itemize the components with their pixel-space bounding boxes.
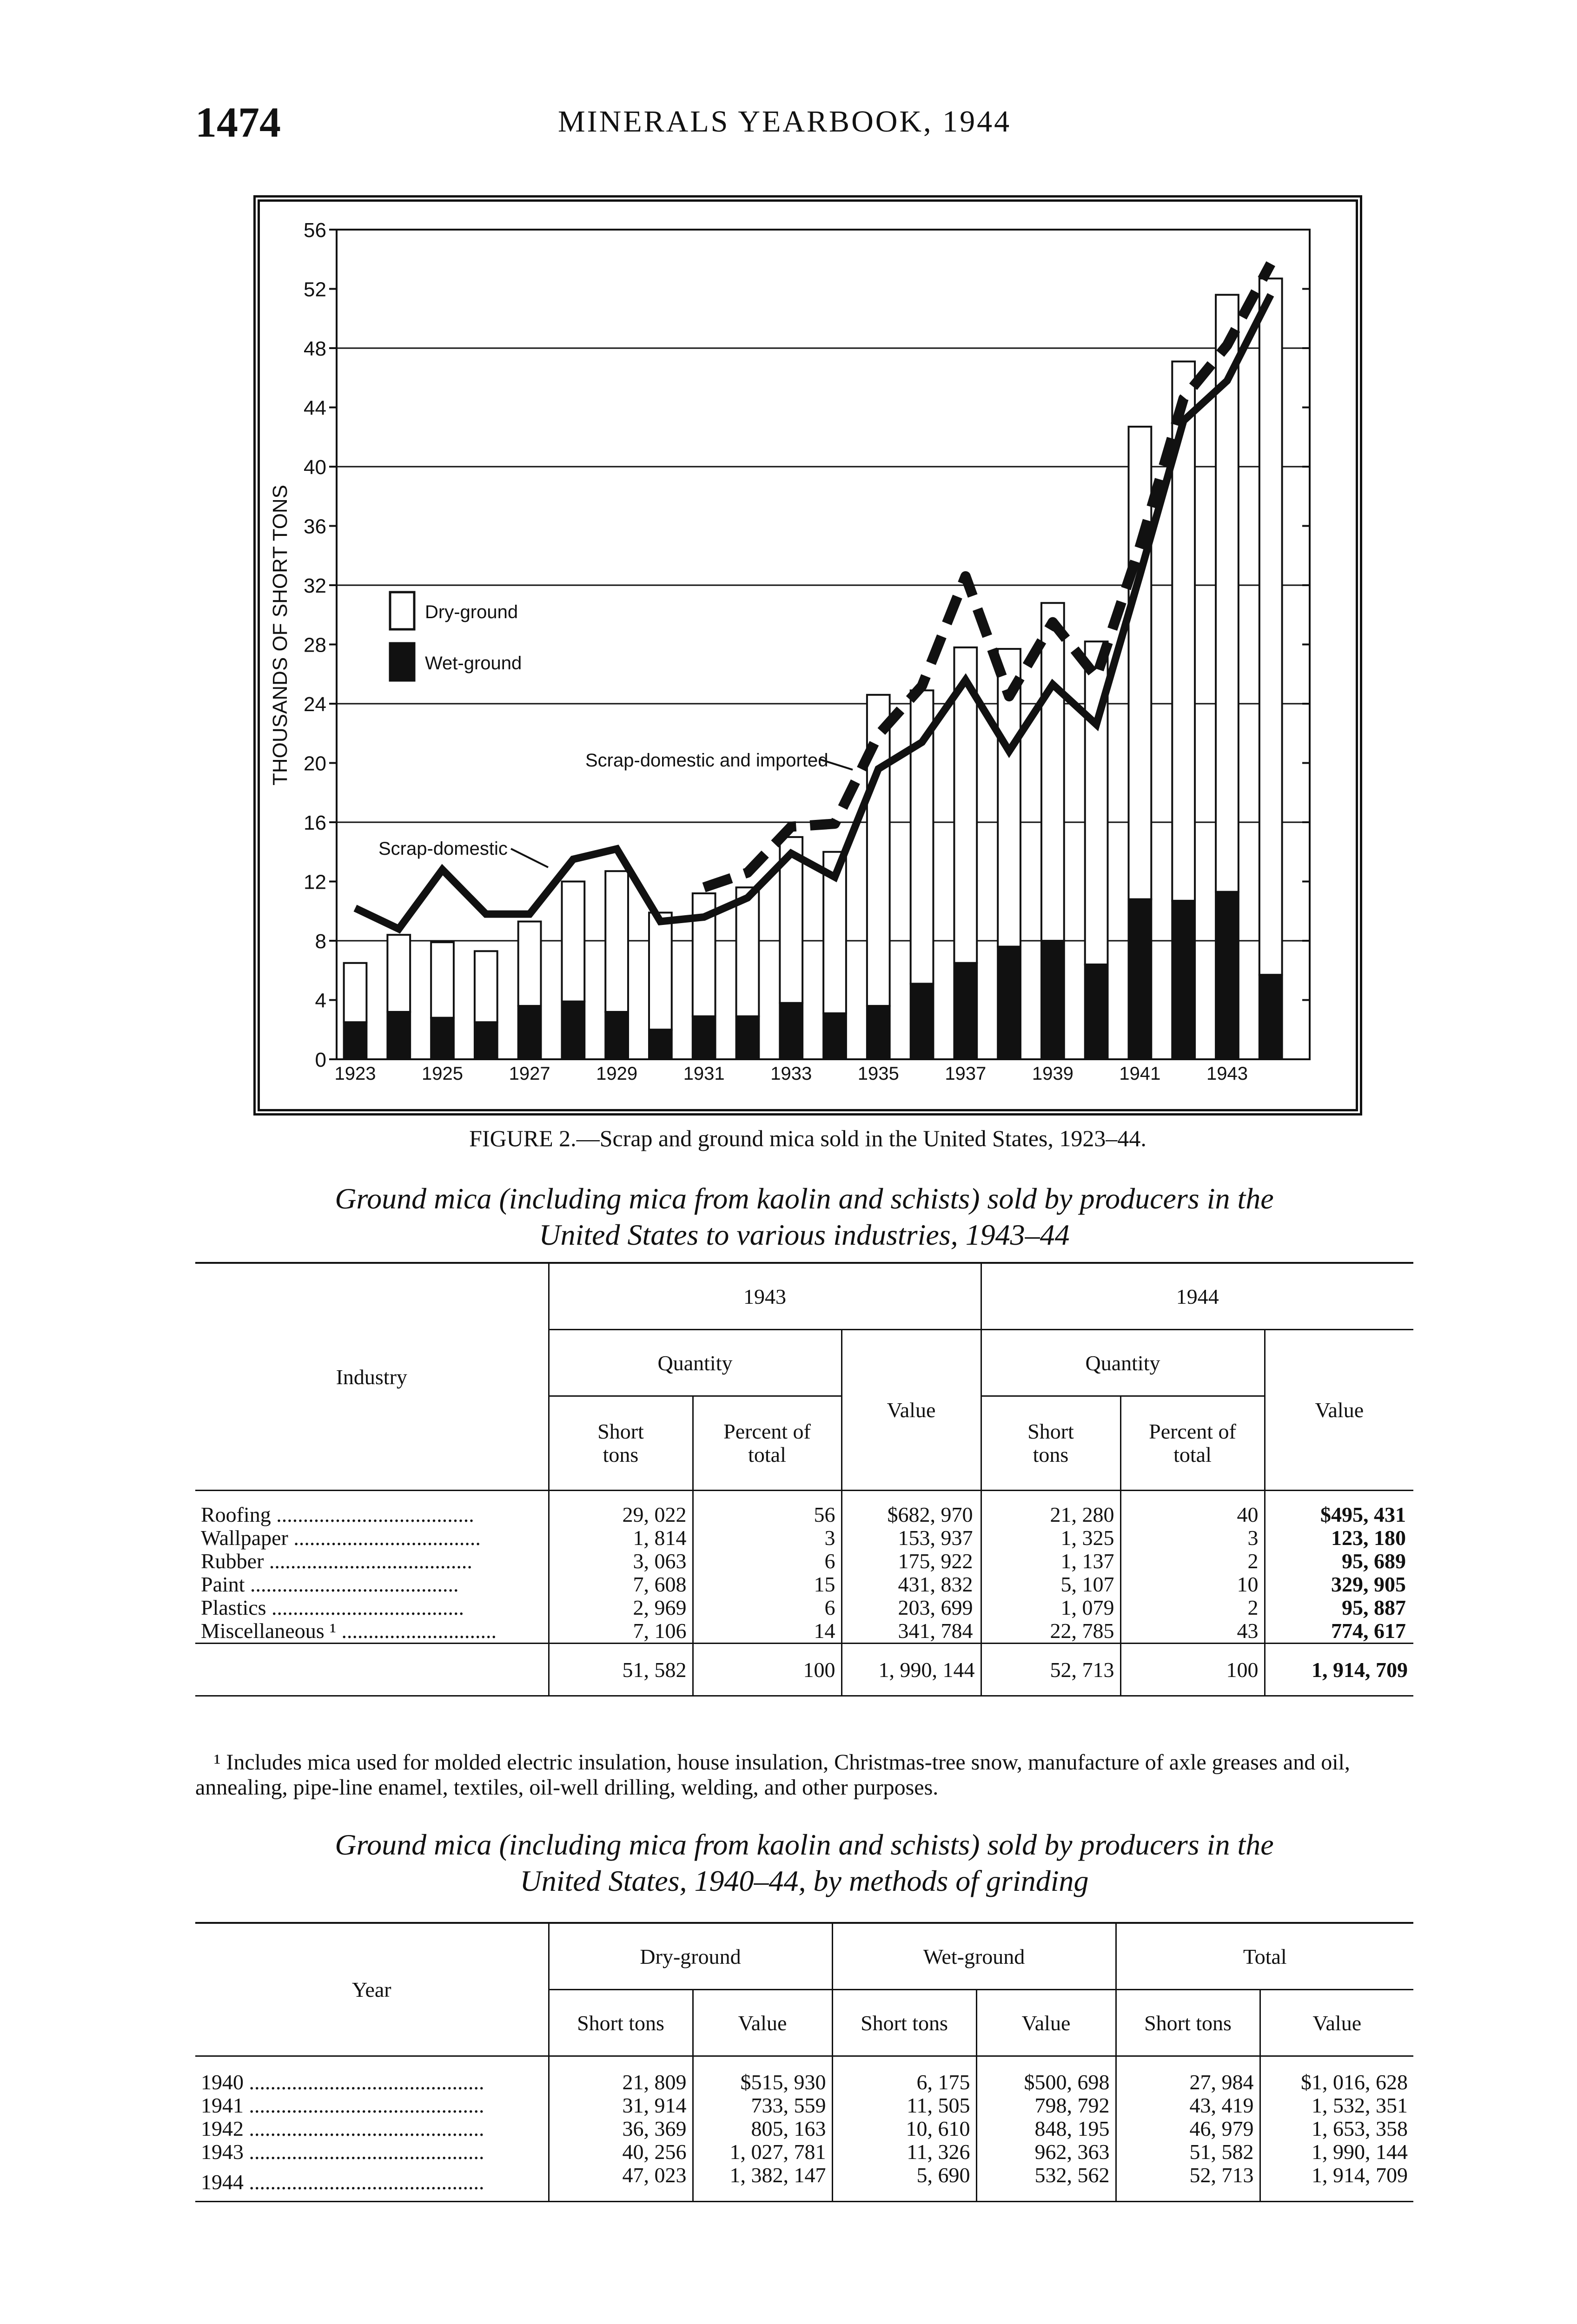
annotation-scrap-domestic-and-imported: Scrap-domestic and imported (585, 750, 828, 771)
y-tick-label: 36 (304, 515, 326, 538)
short-tons-1944: 1, 079 (981, 1596, 1120, 1619)
x-tick-label: 1939 (1032, 1063, 1073, 1084)
value-1944: 95, 689 (1265, 1550, 1413, 1573)
bar-dry-ground (518, 922, 541, 1006)
col-header-1944: 1944 (981, 1263, 1413, 1330)
table-row (195, 2117, 1413, 2140)
wet-value: 798, 792 (976, 2094, 1116, 2117)
total-value: 1, 990, 144 (1260, 2140, 1413, 2164)
total-short-tons-1943: 51, 582 (549, 1644, 693, 1696)
row-label: Miscellaneous ¹ ............................. (201, 1619, 497, 1643)
bar-dry-ground (562, 882, 584, 1002)
row-label: 1942 ............................................ (201, 2117, 484, 2140)
bar-dry-ground (1041, 603, 1064, 941)
table-row (195, 1596, 1413, 1619)
col-header-value-1944: Value (1265, 1330, 1413, 1491)
row-label: 1944 ............................................ (201, 2170, 484, 2194)
total-value: 1, 532, 351 (1260, 2094, 1413, 2117)
col-header-dry-ground: Dry-ground (549, 1923, 832, 1990)
bar-dry-ground (387, 935, 410, 1012)
total-value: 1, 653, 358 (1260, 2117, 1413, 2140)
value-1943: 203, 699 (842, 1596, 981, 1619)
y-tick-label: 16 (304, 812, 326, 834)
bar-wet-ground (1129, 899, 1152, 1059)
percent-1944: 43 (1120, 1619, 1265, 1644)
bar-dry-ground (475, 951, 497, 1022)
mica-chart (260, 202, 1356, 1109)
y-tick-label: 40 (304, 456, 326, 479)
x-tick-label: 1925 (422, 1063, 464, 1084)
col-header-total: Total (1116, 1923, 1413, 1990)
col-header-1943: 1943 (549, 1263, 981, 1330)
y-tick-label: 20 (304, 752, 326, 775)
short-tons-1944: 1, 325 (981, 1526, 1120, 1550)
short-tons-1944: 21, 280 (981, 1491, 1120, 1527)
x-tick-label: 1935 (857, 1063, 899, 1084)
bar-wet-ground (998, 947, 1020, 1059)
value-1943: 341, 784 (842, 1619, 981, 1644)
percent-1944: 2 (1120, 1596, 1265, 1619)
row-label: Wallpaper ................................... (201, 1526, 481, 1550)
col-header-total-value: Value (1260, 1990, 1413, 2056)
bar-wet-ground (1041, 941, 1064, 1059)
legend-label-wet-ground: Wet-ground (425, 653, 522, 673)
col-header-dry-short-tons: Short tons (549, 1990, 693, 2056)
figure-caption-label: FIGURE 2. (469, 1125, 576, 1151)
bar-wet-ground (518, 1006, 541, 1059)
y-tick-label: 48 (304, 337, 326, 360)
table-row (195, 2094, 1413, 2117)
y-tick-label: 56 (304, 219, 326, 242)
x-tick-label: 1931 (683, 1063, 725, 1084)
x-tick-label: 1937 (945, 1063, 987, 1084)
bar-dry-ground (431, 942, 454, 1018)
y-tick-label: 44 (304, 396, 326, 420)
short-tons-1944: 5, 107 (981, 1573, 1120, 1596)
bar-dry-ground (649, 912, 672, 1030)
percent-1943: 56 (693, 1491, 842, 1527)
industry-table-body (195, 1491, 1413, 1696)
total-percent-1944: 100 (1120, 1644, 1265, 1696)
legend-swatch-dry-ground (390, 592, 414, 629)
grinding-methods-table (195, 1922, 1413, 2202)
legend-label-dry-ground: Dry-ground (425, 602, 518, 622)
table2-title (195, 1827, 1413, 1899)
percent-1944: 2 (1120, 1550, 1265, 1573)
bar-wet-ground (823, 1013, 846, 1059)
bar-wet-ground (1216, 892, 1239, 1059)
bar-wet-ground (605, 1012, 628, 1059)
wet-value: 532, 562 (976, 2164, 1116, 2202)
total-short-tons: 46, 979 (1116, 2117, 1260, 2140)
bar-wet-ground (1172, 901, 1195, 1059)
row-label: 1943 ............................................ (201, 2140, 484, 2164)
total-short-tons: 52, 713 (1116, 2164, 1260, 2202)
total-percent-1943: 100 (693, 1644, 842, 1696)
dry-short-tons: 21, 809 (549, 2056, 693, 2094)
page-header (195, 98, 1451, 153)
bar-wet-ground (1085, 964, 1108, 1059)
table-row (195, 2140, 1413, 2164)
short-tons-1943: 2, 969 (549, 1596, 693, 1619)
table-row (195, 1526, 1413, 1550)
table-row (195, 2056, 1413, 2094)
y-tick-label: 4 (315, 989, 326, 1012)
value-1944: $495, 431 (1265, 1491, 1413, 1527)
y-tick-label: 0 (315, 1049, 326, 1071)
total-short-tons-1944: 52, 713 (981, 1644, 1120, 1696)
footnote: ¹ Includes mica used for molded electric insulation, house insulation, Christmas-tree snow, manufacture of axle greases and oil, annealing, pipe-line enamel, textiles, oil-well drilling, welding, and other purposes. (195, 1750, 1350, 1800)
legend-swatch-wet-ground (390, 643, 414, 680)
value-1943: $682, 970 (842, 1491, 981, 1527)
bar-wet-ground (344, 1022, 367, 1059)
total-short-tons: 51, 582 (1116, 2140, 1260, 2164)
grinding-table-body (195, 2056, 1413, 2202)
y-tick-label: 24 (304, 693, 326, 716)
value-1944: 123, 180 (1265, 1526, 1413, 1550)
bar-wet-ground (867, 1006, 890, 1059)
short-tons-1943: 7, 608 (549, 1573, 693, 1596)
bar-wet-ground (431, 1018, 454, 1059)
dry-value: 1, 027, 781 (693, 2140, 832, 2164)
table1-title-line1: Ground mica (including mica from kaolin and schists) sold by producers in the (335, 1182, 1274, 1215)
dry-value: $515, 930 (693, 2056, 832, 2094)
wet-value: 962, 363 (976, 2140, 1116, 2164)
bar-wet-ground (954, 963, 977, 1059)
col-header-short-tons-1944: Short tons (981, 1396, 1120, 1491)
bar-dry-ground (1259, 278, 1282, 975)
bar-wet-ground (649, 1030, 672, 1059)
total-short-tons: 43, 419 (1116, 2094, 1260, 2117)
bar-dry-ground (1129, 427, 1152, 899)
dry-short-tons: 47, 023 (549, 2164, 693, 2202)
col-header-total-short-tons: Short tons (1116, 1990, 1260, 2056)
col-header-dry-value: Value (693, 1990, 832, 2056)
bar-wet-ground (562, 1002, 584, 1059)
table1-title-line2: United States to various industries, 1943–44 (539, 1218, 1070, 1251)
table-row (195, 2164, 1413, 2202)
percent-1943: 15 (693, 1573, 842, 1596)
dry-value: 733, 559 (693, 2094, 832, 2117)
bar-wet-ground (387, 1012, 410, 1059)
percent-1944: 3 (1120, 1526, 1265, 1550)
y-tick-label: 12 (304, 871, 326, 894)
col-header-wet-value: Value (976, 1990, 1116, 2056)
col-header-wet-short-tons: Short tons (832, 1990, 976, 2056)
value-1944: 95, 887 (1265, 1596, 1413, 1619)
annotation-pointer-domestic (511, 849, 548, 867)
value-1943: 175, 922 (842, 1550, 981, 1573)
short-tons-1944: 1, 137 (981, 1550, 1120, 1573)
percent-1943: 6 (693, 1596, 842, 1619)
page-number: 1474 (195, 99, 281, 146)
total-value-1944: 1, 914, 709 (1265, 1644, 1413, 1696)
percent-1943: 3 (693, 1526, 842, 1550)
x-tick-label: 1941 (1119, 1063, 1161, 1084)
col-header-percent-1943: Percent of total (693, 1396, 842, 1491)
x-tick-label: 1943 (1206, 1063, 1248, 1084)
value-1943: 431, 832 (842, 1573, 981, 1596)
percent-1943: 14 (693, 1619, 842, 1644)
dry-short-tons: 31, 914 (549, 2094, 693, 2117)
wet-short-tons: 11, 326 (832, 2140, 976, 2164)
row-label: Plastics .................................... (201, 1596, 464, 1619)
x-tick-label: 1923 (334, 1063, 376, 1084)
bar-wet-ground (911, 984, 934, 1059)
row-label: 1940 ............................................ (201, 2070, 484, 2094)
total-value-1943: 1, 990, 144 (842, 1644, 981, 1696)
row-label: 1941 ............................................ (201, 2094, 484, 2117)
figure-caption (253, 1125, 1362, 1152)
table2-title-line1: Ground mica (including mica from kaolin and schists) sold by producers in the (335, 1828, 1274, 1861)
total-short-tons: 27, 984 (1116, 2056, 1260, 2094)
bar-wet-ground (736, 1017, 759, 1059)
short-tons-1943: 29, 022 (549, 1491, 693, 1527)
figure-frame (253, 195, 1362, 1116)
y-axis-label: THOUSANDS OF SHORT TONS (269, 484, 292, 786)
total-value: $1, 016, 628 (1260, 2056, 1413, 2094)
wet-value: $500, 698 (976, 2056, 1116, 2094)
value-1944: 774, 617 (1265, 1619, 1413, 1644)
col-header-industry: Industry (336, 1365, 407, 1389)
col-header-value-1943: Value (842, 1330, 981, 1491)
short-tons-1943: 1, 814 (549, 1526, 693, 1550)
x-tick-label: 1927 (509, 1063, 550, 1084)
wet-short-tons: 5, 690 (832, 2164, 976, 2202)
col-header-quantity-1944: Quantity (981, 1330, 1265, 1396)
x-tick-label: 1933 (770, 1063, 812, 1084)
table2-title-line2: United States, 1940–44, by methods of grinding (520, 1864, 1089, 1897)
wet-value: 848, 195 (976, 2117, 1116, 2140)
y-tick-label: 8 (315, 930, 326, 953)
table-row (195, 1573, 1413, 1596)
col-header-quantity-1943: Quantity (549, 1330, 842, 1396)
y-tick-label: 52 (304, 278, 326, 301)
table-row (195, 1550, 1413, 1573)
figure-caption-text: —Scrap and ground mica sold in the United States, 1923–44. (576, 1125, 1146, 1151)
total-row-label (195, 1644, 549, 1696)
total-value: 1, 914, 709 (1260, 2164, 1413, 2202)
bar-dry-ground (344, 963, 367, 1023)
row-label: Roofing ..................................... (201, 1503, 474, 1526)
row-label: Paint ....................................... (201, 1573, 459, 1596)
col-header-percent-1944: Percent of total (1120, 1396, 1265, 1491)
wet-short-tons: 6, 175 (832, 2056, 976, 2094)
bar-dry-ground (736, 887, 759, 1016)
table1-title (195, 1181, 1413, 1253)
y-tick-label: 32 (304, 574, 326, 597)
table-row (195, 1619, 1413, 1644)
y-tick-label: 28 (304, 634, 326, 657)
dry-short-tons: 40, 256 (549, 2140, 693, 2164)
col-header-short-tons-1943: Short tons (549, 1396, 693, 1491)
running-title: MINERALS YEARBOOK, 1944 (558, 105, 1012, 139)
col-header-year: Year (351, 1978, 391, 2001)
wet-short-tons: 11, 505 (832, 2094, 976, 2117)
total-row (195, 1644, 1413, 1696)
table-row (195, 1491, 1413, 1527)
short-tons-1944: 22, 785 (981, 1619, 1120, 1644)
annotation-scrap-domestic: Scrap-domestic (378, 838, 508, 859)
percent-1943: 6 (693, 1550, 842, 1573)
wet-short-tons: 10, 610 (832, 2117, 976, 2140)
dry-value: 1, 382, 147 (693, 2164, 832, 2202)
value-1943: 153, 937 (842, 1526, 981, 1550)
industry-table (195, 1262, 1413, 1697)
dry-value: 805, 163 (693, 2117, 832, 2140)
percent-1944: 10 (1120, 1573, 1265, 1596)
dry-short-tons: 36, 369 (549, 2117, 693, 2140)
x-tick-label: 1929 (596, 1063, 638, 1084)
value-1944: 329, 905 (1265, 1573, 1413, 1596)
bar-wet-ground (780, 1003, 802, 1059)
col-header-wet-ground: Wet-ground (832, 1923, 1116, 1990)
short-tons-1943: 3, 063 (549, 1550, 693, 1573)
percent-1944: 40 (1120, 1491, 1265, 1527)
bar-wet-ground (693, 1017, 716, 1059)
bar-dry-ground (605, 871, 628, 1012)
bar-wet-ground (475, 1022, 497, 1059)
row-label: Rubber ...................................... (201, 1550, 472, 1573)
short-tons-1943: 7, 106 (549, 1619, 693, 1644)
bar-wet-ground (1259, 975, 1282, 1059)
